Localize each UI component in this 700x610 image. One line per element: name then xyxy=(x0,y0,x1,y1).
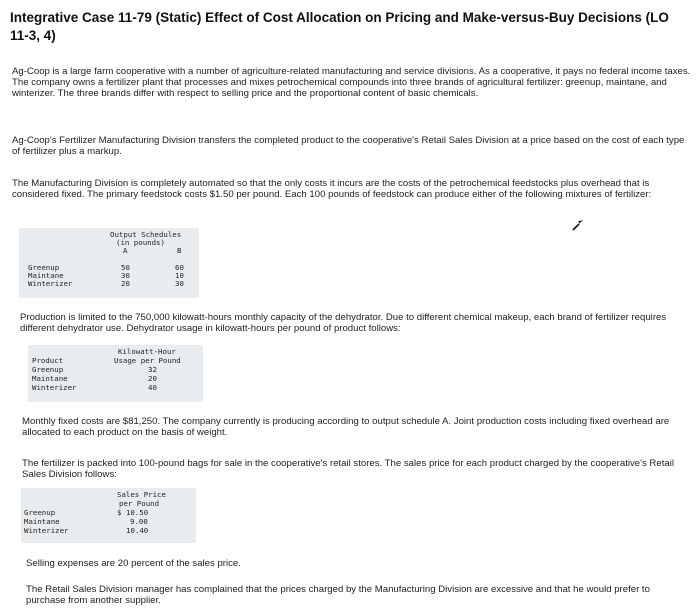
mouse-pointer-icon xyxy=(571,218,585,232)
output-schedule-table xyxy=(19,228,199,298)
kwh-row-label: Greenup xyxy=(32,365,64,374)
intro-paragraph: Ag-Coop is a large farm cooperative with a number of agriculture-related manufacturing and service divisions. As a cooperative, it pays no federal income taxes. The company owns a fertilizer plant that processes and mixes petrochemical compounds into three brands of agricultural fertilizer: greenup, maintane, and winterizer. The three brands differ with respect to selling price and the proportional content of basic chemicals. xyxy=(12,66,691,100)
price-row-label: Winterizer xyxy=(24,526,69,535)
kwh-row-label: Maintane xyxy=(32,374,68,383)
page-title: Integrative Case 11-79 (Static) Effect of Cost Allocation on Pricing and Make-versus-Buy Decisions (LO 11-3, 4) xyxy=(10,10,669,43)
price-header-1: Sales Price xyxy=(117,490,166,499)
sales-price-table xyxy=(21,488,196,543)
price-header-2: per Pound xyxy=(119,499,160,508)
transfer-paragraph: Ag-Coop's Fertilizer Manufacturing Division transfers the completed product to the cooperative's Retail Sales Division at a price based on the cost of each type of fertilizer plus a markup. xyxy=(12,135,685,158)
fixed-cost-paragraph: Monthly fixed costs are $81,250. The company currently is producing according to output schedule A. Joint production costs including fixed overhead are allocated to each product on the basis of weight. xyxy=(22,416,670,439)
output-row-label: Greenup xyxy=(28,263,60,272)
capacity-paragraph: Production is limited to the 750,000 kilowatt-hours monthly capacity of the dehydrator. Due to different chemical makeup, each brand of fertilizer requires different dehydrator use. Dehydrator usage in kilowatt-hours per pound of product follows: xyxy=(20,312,667,335)
output-col-a: A xyxy=(123,246,128,255)
output-row-label: Maintane xyxy=(28,271,64,280)
price-row-value: $ 10.50 xyxy=(117,508,149,517)
price-row-value: 9.00 xyxy=(130,517,148,526)
output-row-a: 50 xyxy=(121,263,130,272)
output-row-b: 10 xyxy=(175,271,184,280)
output-row-b: 60 xyxy=(175,263,184,272)
packing-paragraph: The fertilizer is packed into 100-pound bags for sale in the cooperative's retail stores. The sales price for each product charged by the cooperative's Retail Sales Division follows: xyxy=(22,458,674,481)
output-header-2: (in pounds) xyxy=(116,238,165,247)
price-row-value: 10.40 xyxy=(126,526,149,535)
cost-paragraph: The Manufacturing Division is completely automated so that the only costs it incurs are the costs of the petrochemical feedstocks plus overhead that is considered fixed. The primary feedstock costs $1.50 per pound. Each 100 pounds of feedstock can produce either of the following mixtures of fertilizer: xyxy=(12,178,652,201)
complaint-paragraph: The Retail Sales Division manager has complained that the prices charged by the Manufacturing Division are excessive and that he would prefer to purchase from another supplier. xyxy=(26,584,650,607)
kwh-header-1: Kilowatt-Hour xyxy=(118,347,176,356)
kwh-row-value: 20 xyxy=(148,374,157,383)
kwh-row-value: 40 xyxy=(148,383,157,392)
output-header-1: Output Schedules xyxy=(110,230,182,239)
output-row-a: 20 xyxy=(121,279,130,288)
price-row-label: Greenup xyxy=(24,508,56,517)
selling-expense-paragraph: Selling expenses are 20 percent of the sales price. xyxy=(26,558,241,569)
output-row-a: 30 xyxy=(121,271,130,280)
kilowatt-hour-table xyxy=(28,345,203,402)
output-col-b: B xyxy=(177,246,182,255)
output-row-label: Winterizer xyxy=(28,279,73,288)
output-row-b: 30 xyxy=(175,279,184,288)
kwh-header-2: Usage per Pound xyxy=(114,356,181,365)
kwh-row-label: Winterizer xyxy=(32,383,77,392)
kwh-row-value: 32 xyxy=(148,365,157,374)
kwh-col-product: Product xyxy=(32,356,64,365)
price-row-label: Maintane xyxy=(24,517,60,526)
